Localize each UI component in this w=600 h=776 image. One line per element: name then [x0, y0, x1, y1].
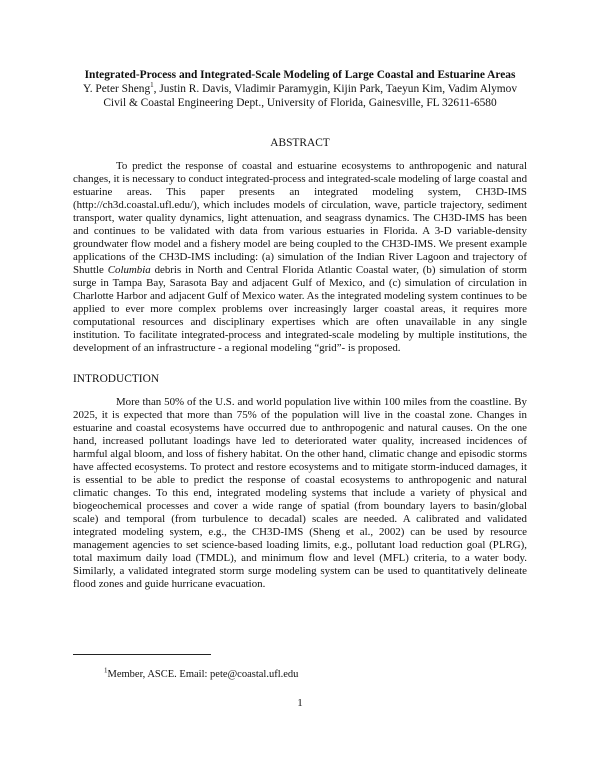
affiliation: Civil & Coastal Engineering Dept., University of Florida, Gainesville, FL 32611-6580 — [103, 97, 497, 109]
abstract-text-part-1: To predict the response of coastal and estuarine ecosystems to anthropogenic and natural changes, it is necessary to conduct integrated-process and integrated-scale modeling of large coastal and estuarine areas. This paper presents an integrated modeling system, CH3D-IMS (http://ch3d.coastal.ufl.edu/), which includes models of circulation, wave, particle trajectory, sediment transport, water quality dynamics, light attenuation, and seagrass dynamics. The CH3D-IMS has been and continues to be validated with data from various estuaries in Florida. A 3-D variable-density groundwater flow model and a fishery model are being coupled to the CH3D-IMS. We present example applications of the CH3D-IMS including: (a) simulation of the Indian River Lagoon and trajectory of Shuttle — [73, 160, 528, 276]
author-list — [73, 82, 527, 96]
abstract-text — [73, 160, 527, 355]
footnote — [104, 668, 298, 681]
page-number: 1 — [297, 697, 303, 709]
abstract-text-part-2: debris in North and Central Florida Atlantic Coastal water, (b) simulation of storm surge in Tampa Bay, Sarasota Bay and adjacent Gulf of Mexico, and (c) simulation of circulation in Charlotte Harbor and adjacent Gulf of Mexico water. As the integrated modeling system continues to be applied to ever more complex problems over increasingly larger coastal areas, it requires more computational resources and disciplinary expertises which are often unavailable in any single institution. To facilitate integrated-process and integrated-scale modeling by multiple institutions, the development of an infrastructure - a regional modeling “grid”- is proposed. — [73, 264, 527, 354]
footnote-divider — [73, 654, 211, 655]
abstract-heading: ABSTRACT — [270, 137, 330, 149]
other-authors: , Justin R. Davis, Vladimir Paramygin, Kijin Park, Taeyun Kim, Vadim Alymov — [153, 83, 518, 95]
first-author: Y. Peter Sheng — [82, 83, 151, 95]
introduction-body: More than 50% of the U.S. and world population live within 100 miles from the coastline. By 2025, it is expected that more than 75% of the population will live in the coastal zone. Changes in estuarine and coastal ecosystems have occurred due to anthropogenic and natural causes. On the one hand, increased pollutant loadings have led to deteriorated water quality, increased incidences of harmful algal bloom, and loss of fishery habitat. On the other hand, climatic change and episodic storms have affected ecosystems. To protect and restore ecosystems and to mitigate storm-induced damages, it is essential to be able to predict the response of coastal ecosystems to anthropogenic and natural climatic changes. To this end, integrated modeling systems that include a variety of physical and biogeochemical processes and cover a wide range of spatial (from boundary layers to basin/global scale) and temporal (from turbulence to decadal) scales are needed. A calibrated and validated integrated modeling system, e.g., the CH3D-IMS (Sheng et al., 2002) can be used by resource management agencies to set science-based loading limits, e.g., pollutant load reduction goal (PLRG), total maximum daily load (TMDL), and minimum flow and level (MFL) criteria, to a water body. Similarly, a validated integrated storm surge modeling system can be used to quantitatively delineate flood zones and guide hurricane evacuation. — [73, 396, 527, 590]
author-footnote-mark: 1 — [150, 81, 154, 90]
introduction-text — [73, 396, 527, 591]
abstract-italic-term: Columbia — [107, 264, 151, 276]
paper-title: Integrated-Process and Integrated-Scale Modeling of Large Coastal and Estuarine Areas — [84, 69, 516, 81]
footnote-mark: 1 — [104, 666, 108, 675]
footnote-text: Member, ASCE. Email: pete@coastal.ufl.edu — [107, 669, 299, 680]
introduction-heading: INTRODUCTION — [73, 373, 160, 385]
